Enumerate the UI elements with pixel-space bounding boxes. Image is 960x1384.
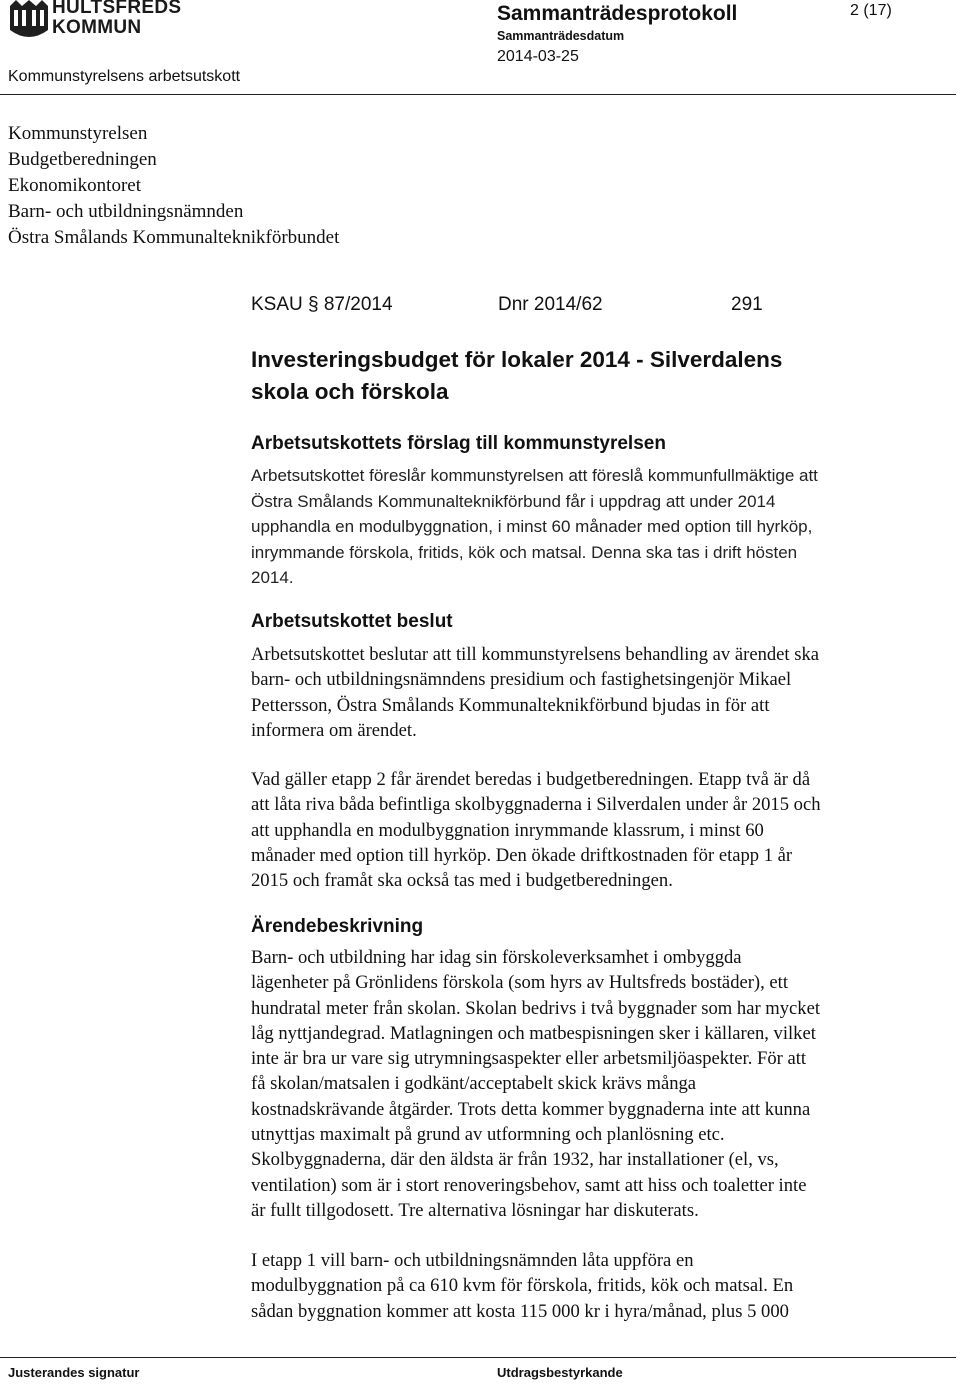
text-line: barn- och utbildningsnämndens presidium och fastighetsingenjör Mikael bbox=[251, 669, 792, 691]
protocol-title: Sammanträdesprotokoll bbox=[497, 2, 738, 25]
text-line: upphandla en modulbyggnation, i minst 60 månader med option till hyrköp, bbox=[251, 517, 813, 536]
text-line: är fullt tillgodosett. Tre alternativa lösningar har diskuterats. bbox=[251, 1199, 699, 1221]
distribution-item: Kommunstyrelsen bbox=[8, 123, 148, 144]
text-line: ventilation) som är i stort renoveringsbehov, samt att hiss och toaletter inte bbox=[251, 1174, 807, 1196]
text-line: Vad gäller etapp 2 får ärendet beredas i budgetberedningen. Etapp två är då bbox=[251, 769, 811, 790]
text-line: kostnadskrävande åtgärder. Trots detta kommer byggnaderna inte att kunna bbox=[251, 1098, 811, 1120]
text-line: I etapp 1 vill barn- och utbildningsnämnden låta uppföra en bbox=[251, 1250, 694, 1271]
text-line: hundratal meter från skolan. Skolan bedrivs i två byggnader som har mycket bbox=[251, 997, 821, 1019]
text-line: Barn- och utbildning har idag sin förskoleverksamhet i ombyggda bbox=[251, 947, 742, 968]
text-line: 2014. bbox=[251, 568, 294, 587]
text-line: inrymmande förskola, fritids, kök och matsal. Denna ska tas i drift hösten bbox=[251, 542, 798, 562]
case-title bbox=[251, 344, 951, 408]
meeting-date: 2014-03-25 bbox=[497, 48, 579, 65]
description-paragraph-2 bbox=[251, 1248, 951, 1324]
diary-number: Dnr 2014/62 bbox=[498, 294, 603, 315]
extract-certification-label: Utdragsbestyrkande bbox=[497, 1365, 623, 1380]
logo-line-2: KOMMUN bbox=[52, 17, 142, 38]
text-line: sådan byggnation kommer att kosta 115 000 kr i hyra/månad, plus 5 000 bbox=[251, 1300, 789, 1322]
text-line: modulbyggnation på ca 610 kvm för förskola, fritids, kök och matsal. En bbox=[251, 1275, 794, 1297]
logo-wordmark bbox=[52, 0, 181, 38]
text-line: Arbetsutskottet beslutar att till kommunstyrelsens behandling av ärendet ska bbox=[251, 644, 820, 665]
page-number: 2 (17) bbox=[850, 2, 892, 19]
text-line: informera om ärendet. bbox=[251, 719, 417, 741]
footer-divider bbox=[0, 1357, 956, 1358]
header-divider bbox=[0, 94, 956, 95]
committee-name: Kommunstyrelsens arbetsutskott bbox=[8, 68, 241, 85]
text-line: Pettersson, Östra Smålands Kommunalteknikförbund bjudas in för att bbox=[251, 694, 770, 716]
distribution-list bbox=[8, 121, 339, 251]
proposal-heading: Arbetsutskottets förslag till kommunstyrelsen bbox=[251, 433, 666, 454]
text-line: låg nyttjandegrad. Matlagningen och matbespisningen sker i källaren, vilket bbox=[251, 1022, 816, 1044]
distribution-item: Barn- och utbildningsnämnden bbox=[8, 201, 244, 222]
text-line: Östra Smålands Kommunalteknikförbund får i uppdrag att under 2014 bbox=[251, 491, 776, 511]
signature-label: Justerandes signatur bbox=[8, 1365, 140, 1380]
description-heading: Ärendebeskrivning bbox=[251, 916, 424, 937]
meeting-date-label: Sammanträdesdatum bbox=[497, 29, 625, 43]
decision-paragraph-2 bbox=[251, 767, 951, 893]
text-line: månader med option till hyrköp. Den ökade driftkostnaden för etapp 1 år bbox=[251, 844, 793, 866]
distribution-item: Budgetberedningen bbox=[8, 149, 157, 170]
distribution-item: Östra Smålands Kommunalteknikförbundet bbox=[8, 227, 340, 248]
text-line: Arbetsutskottet föreslår kommunstyrelsen att föreslå kommunfullmäktige att bbox=[251, 466, 818, 485]
text-line: utnyttjas maximalt på grund av utformning och planlösning etc. bbox=[251, 1124, 725, 1146]
description-paragraph-1 bbox=[251, 945, 951, 1223]
logo-line-1: HULTSFREDS bbox=[52, 0, 182, 18]
text-line: få skolan/matsalen i godkänt/acceptabelt skick krävs många bbox=[251, 1073, 697, 1095]
crown-crest-icon bbox=[8, 0, 52, 44]
proposal-text bbox=[251, 463, 951, 591]
text-line: inte är bra ur vare sig utrymningsaspekter eller arbetsmiljöaspekter. För att bbox=[251, 1048, 807, 1070]
title-line: skola och förskola bbox=[251, 379, 449, 404]
distribution-item: Ekonomikontoret bbox=[8, 175, 141, 196]
text-line: att upphandla en modulbyggnation inrymmande klassrum, i minst 60 bbox=[251, 819, 764, 841]
text-line: att låta riva båda befintliga skolbyggnaderna i Silverdalen under år 2015 och bbox=[251, 794, 821, 816]
text-line: Skolbyggnaderna, där den äldsta är från 1932, har installationer (el, vs, bbox=[251, 1149, 779, 1171]
decision-heading: Arbetsutskottet beslut bbox=[251, 611, 453, 632]
title-line: Investeringsbudget för lokaler 2014 - Silverdalens bbox=[251, 347, 783, 372]
text-line: 2015 och framåt ska också tas med i budgetberedningen. bbox=[251, 870, 673, 892]
case-code: 291 bbox=[731, 294, 763, 315]
ksau-number: KSAU § 87/2014 bbox=[251, 294, 393, 315]
decision-paragraph-1 bbox=[251, 642, 951, 743]
text-line: lägenheter på Grönlidens förskola (som hyrs av Hultsfreds bostäder), ett bbox=[251, 972, 789, 994]
